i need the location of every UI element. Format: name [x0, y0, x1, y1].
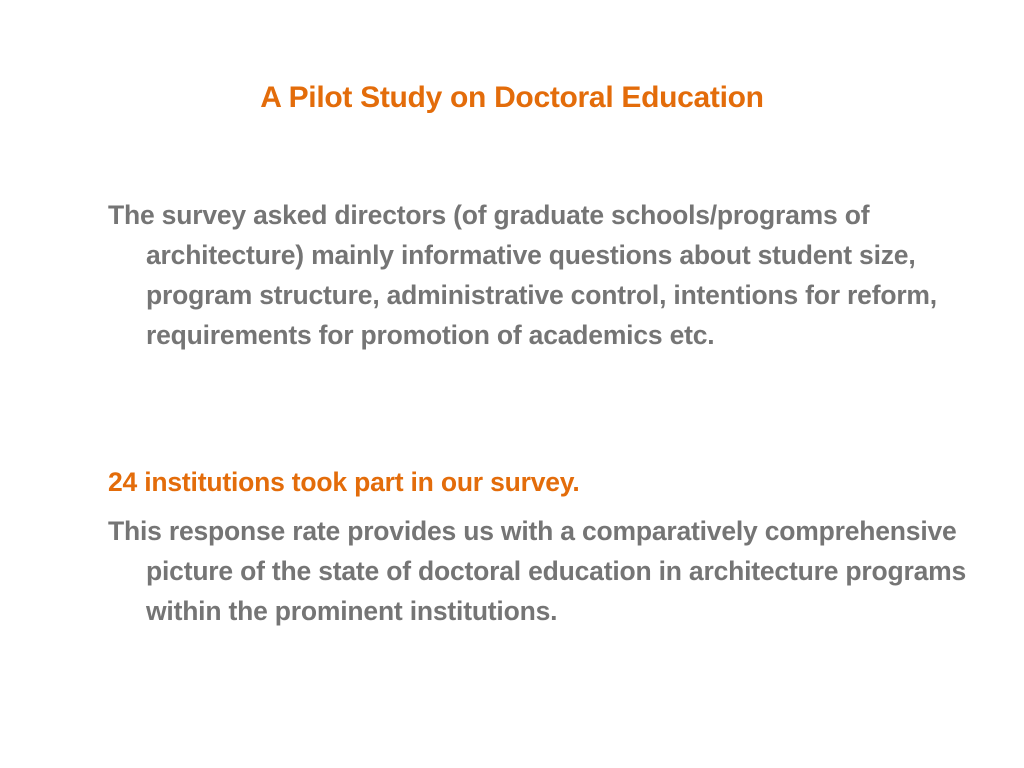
institutions-count-paragraph: 24 institutions took part in our survey.: [108, 467, 580, 497]
survey-description-paragraph: The survey asked directors (of graduate schools/programs of architecture) mainly informative questions about student size, program structure, administrative control, intentions for reform, requirements for promotion of academics etc.: [108, 200, 937, 350]
response-rate-paragraph: This response rate provides us with a comparatively comprehensive picture of the state of doctoral education in architecture programs within the prominent institutions.: [108, 516, 967, 626]
slide-title: A Pilot Study on Doctoral Education: [260, 81, 764, 114]
